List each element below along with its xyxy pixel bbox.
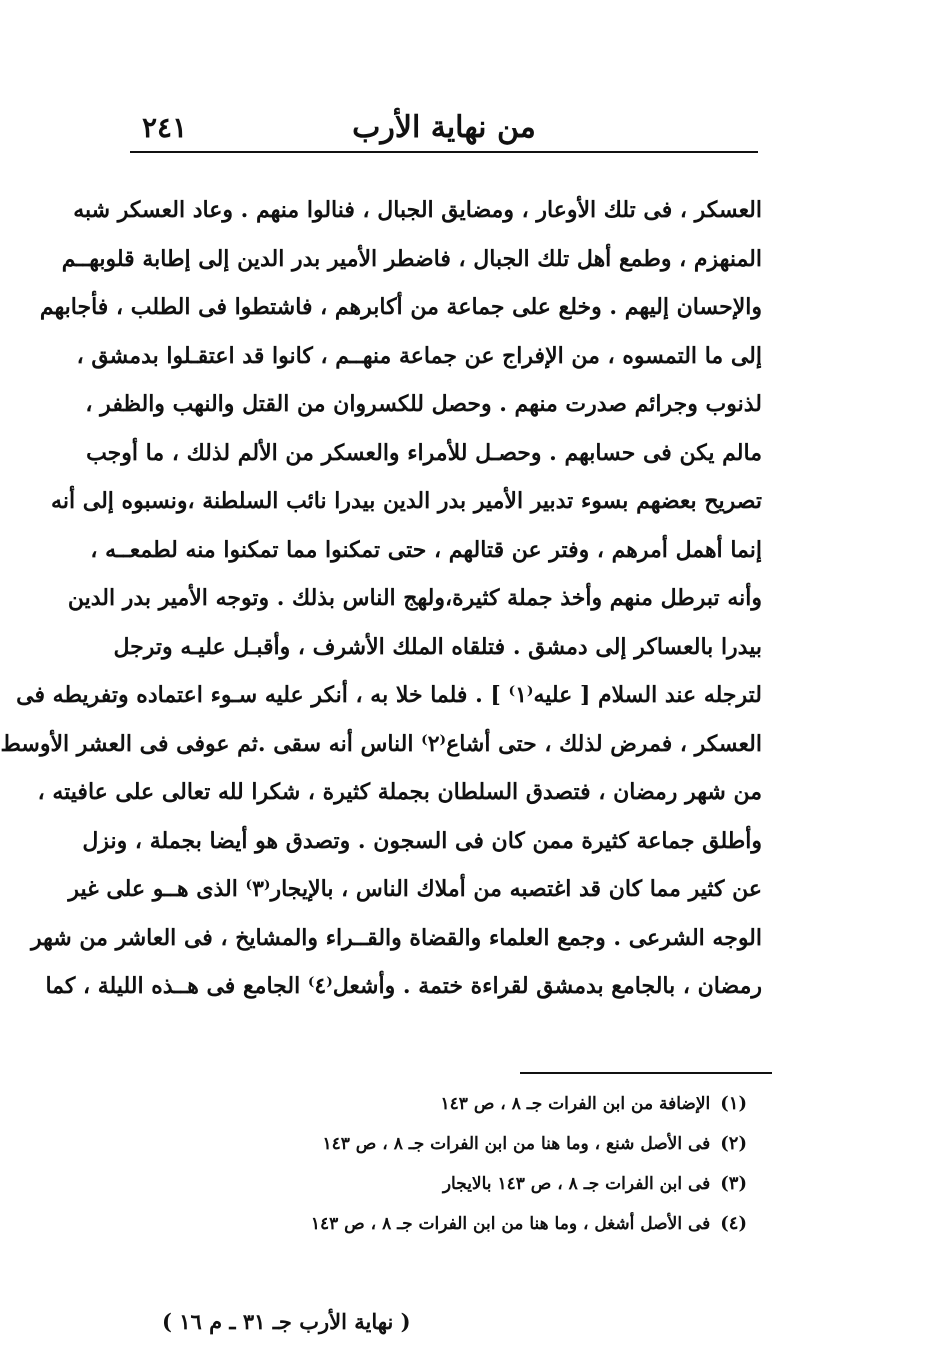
footnotes	[287, 1084, 747, 1244]
footnote-marker: (٣)	[720, 1173, 747, 1194]
body-line: من شهر رمضان ، فتصدق السلطان بجملة كثيرة ، شكرا لله تعالى على عافيته ،	[37, 779, 762, 805]
footnote-text: الإضافة من ابن الفرات جـ ٨ ، ص ١٤٣	[440, 1094, 711, 1114]
footnote-marker: (١)	[720, 1093, 747, 1114]
body-line: مالم يكن فى حسابهم . وحصـل للأمراء والعسكر من الألم لذلك ، ما أوجب	[86, 439, 762, 466]
body-line: وأطلق جماعة كثيرة ممن كان فى السجون . وتصدق هو أيضا بجملة ، ونزل	[82, 827, 762, 854]
footnote-marker: (٢)	[720, 1133, 747, 1154]
footnote-text: فى الأصل أشغل ، وما هنا من ابن الفرات جـ ٨ ، ص ١٤٣	[310, 1214, 711, 1234]
body-line: عن كثير مما كان قد اغتصبه من أملاك الناس ، بالإيجار⁽٣⁾ الذى هــو على غير	[68, 876, 762, 902]
body-line: لترجله عند السلام [ عليه⁽١⁾ ] . فلما خلا به ، أنكر عليه سـوء اعتماده وتفريطه فى	[16, 682, 762, 708]
footnote	[287, 1204, 747, 1244]
body-line: بيدرا بالعساكر إلى دمشق . فتلقاه الملك الأشرف ، وأقبـل عليـه وترجل	[113, 633, 762, 660]
body-line: العسكر ، فمرض لذلك ، حتى أشاع⁽٢⁾ الناس أنه سقى .ثم عوفى فى العشر الأوسط	[0, 730, 762, 757]
body-line: لذنوب وجرائم صدرت منهم . وحصل للكسروان من القتل والنهب والظفر ،	[85, 391, 762, 417]
header-rule	[130, 151, 758, 153]
footnote-marker: (٤)	[720, 1213, 747, 1234]
body-line: العسكر ، فى تلك الأوعار ، ومضايق الجبال ، فنالوا منهم . وعاد العسكر شبه	[73, 197, 762, 223]
footnote	[287, 1164, 747, 1204]
body-line: الوجه الشرعى . وجمع العلماء والقضاة والقــراء والمشايخ ، فى العاشر من شهر	[31, 924, 762, 951]
body-text	[0, 186, 762, 1011]
footnote-rule	[520, 1072, 772, 1074]
body-line: والإحسان إليهم . وخلع على جماعة من أكابرهم ، فاشتطوا فى الطلب ، فأجابهم	[39, 294, 762, 320]
body-line: المنهزم ، وطمع أهل تلك الجبال ، فاضطر الأمير بدر الدين إلى إطابة قلوبهــم	[61, 245, 762, 272]
signature-mark: ( نهاية الأرب جـ ٣١ ـ م ١٦ )	[162, 1309, 411, 1334]
footnote-text: فى ابن الفرات جـ ٨ ، ص ١٤٣ بالايجار	[442, 1174, 711, 1194]
body-line: تصريح بعضهم بسوء تدبير الأمير بدر الدين بيدرا نائب السلطنة ،ونسبوه إلى أنه	[51, 488, 762, 514]
body-line: إنما أهمل أمرهم ، وفتر عن قتالهم ، حتى تمكنوا مما تمكنوا منه لطمعــه ،	[90, 536, 762, 563]
footnote	[287, 1084, 747, 1124]
footnote	[287, 1124, 747, 1164]
running-title: من نهاية الأرب	[352, 110, 536, 145]
body-line: وأنه تبرطل منهم وأخذ جملة كثيرة،ولهج الناس بذلك . وتوجه الأمير بدر الدين	[67, 585, 762, 611]
body-line: إلى ما التمسوه ، من الإفراج عن جماعة منهــم ، كانوا قد اعتقـلوا بدمشق ،	[76, 342, 762, 369]
running-header	[130, 108, 758, 148]
body-line: رمضان ، بالجامع بدمشق لقراءة ختمة . وأشعل⁽٤⁾ الجامع فى هــذه الليلة ، كما	[45, 973, 762, 999]
page-number: ٢٤١	[142, 111, 188, 144]
footnote-text: فى الأصل شنع ، وما هنا من ابن الفرات جـ ٨ ، ص ١٤٣	[322, 1134, 711, 1154]
